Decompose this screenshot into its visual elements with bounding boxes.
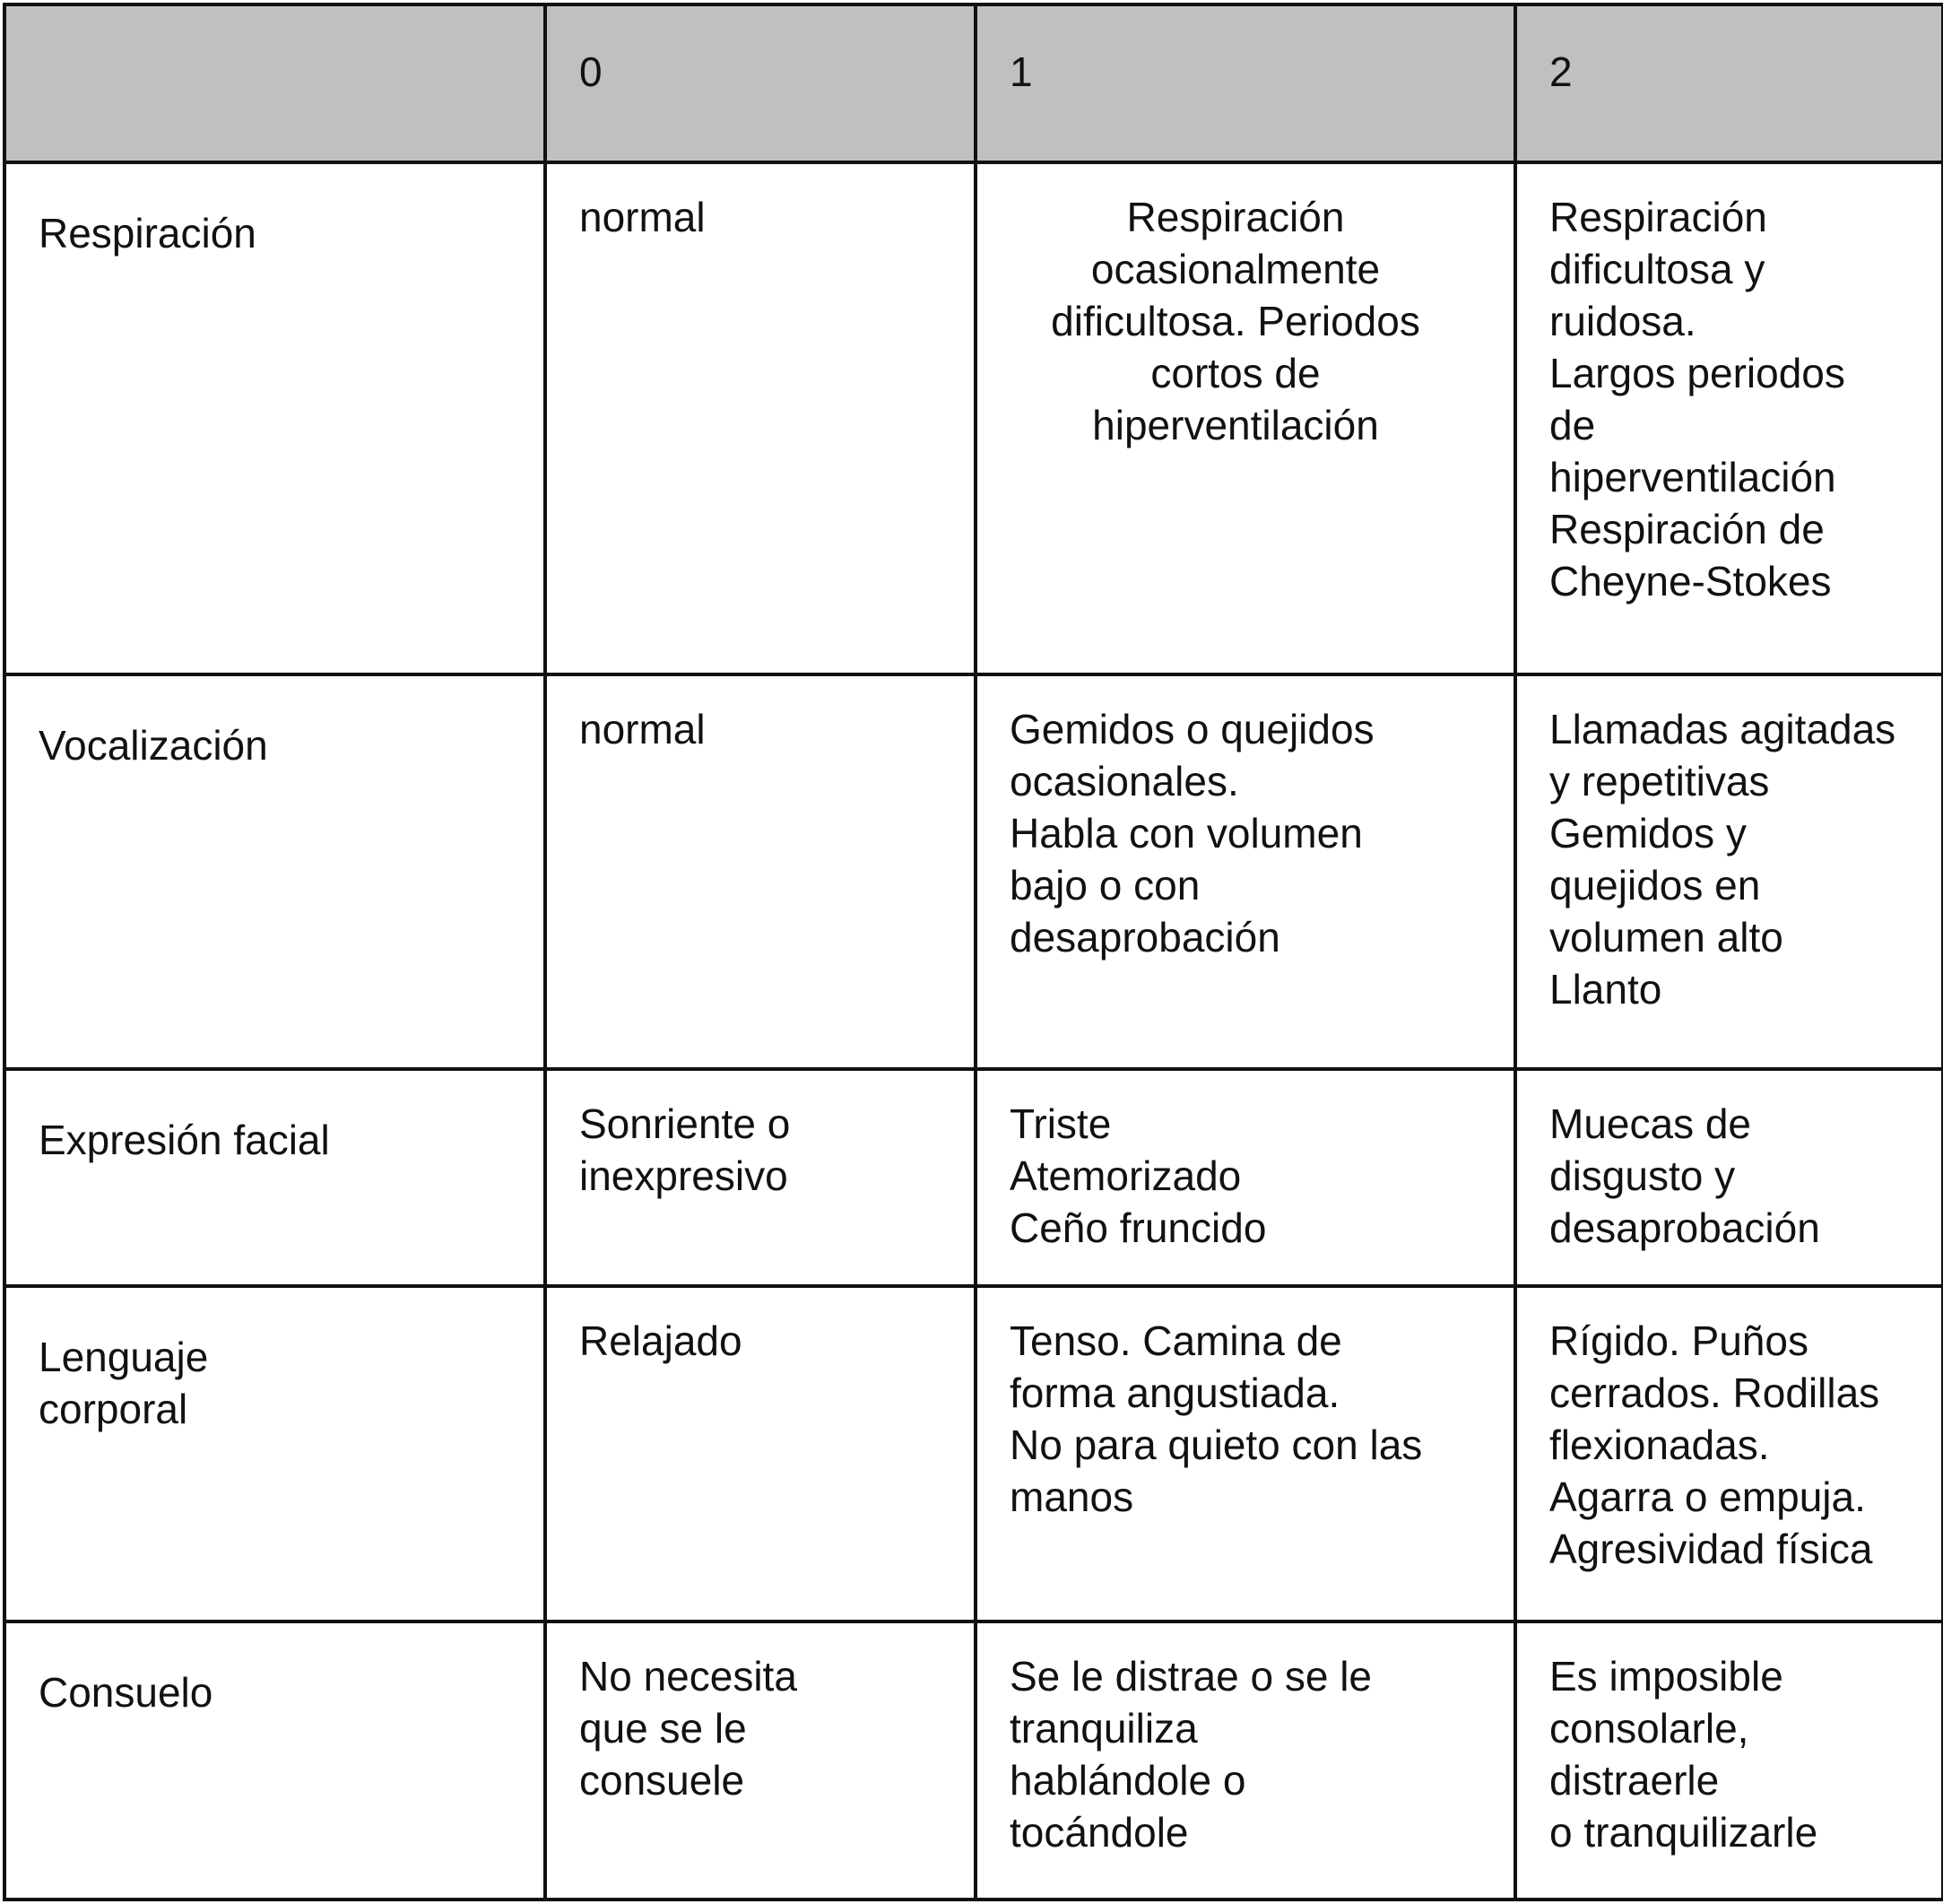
cell-respiracion-score-2 [1515,162,1943,674]
cell-line: tranquiliza [1010,1705,1198,1752]
cell-line: hiperventilación [1092,402,1379,448]
cell-line: Gemidos o quejidos [1010,706,1375,752]
cell-line: Expresión facial [39,1117,330,1163]
table-row-expresion-facial [4,1069,1943,1286]
cell-line: Lenguaje [39,1334,209,1380]
header-row [4,4,1943,162]
cell-lenguaje-corporal-score-0 [545,1286,976,1621]
cell-line: manos [1010,1474,1134,1520]
cell-line: ocasionales. [1010,758,1239,804]
row-label-respiracion [4,162,545,674]
cell-line: corporal [39,1386,188,1432]
cell-line: tocándole [1010,1809,1189,1856]
cell-line: dificultosa. Periodos [1051,298,1420,344]
cell-expresion-facial-score-1 [976,1069,1515,1286]
cell-line: Muecas de [1549,1100,1752,1147]
cell-line: cortos de [1150,350,1321,396]
cell-line: Vocalización [39,722,268,769]
cell-line: forma angustiada. [1010,1369,1340,1416]
cell-line: consolarle, [1549,1705,1749,1752]
cell-line: dificultosa y [1549,246,1765,292]
cell-line: Cheyne-Stokes [1549,558,1832,604]
cell-line: Respiración de [1549,506,1825,552]
cell-line: normal [579,194,706,240]
cell-line: Largos periodos [1549,350,1845,396]
table-row-respiracion [4,162,1943,674]
cell-line: Relajado [579,1317,742,1364]
cell-line: hablándole o [1010,1757,1246,1804]
cell-line: Consuelo [39,1669,213,1716]
table-row-vocalizacion [4,674,1943,1069]
cell-line: Respiración [39,210,256,256]
cell-line: disgusto y [1549,1152,1736,1199]
cell-line: flexionadas. [1549,1421,1770,1468]
cell-line: No para quieto con las [1010,1421,1423,1468]
cell-line: cerrados. Rodillas [1549,1369,1880,1416]
cell-respiracion-score-1 [976,162,1515,674]
cell-line: Agresividad física [1549,1526,1873,1572]
cell-expresion-facial-score-0 [545,1069,976,1286]
cell-consuelo-score-1 [976,1621,1515,1900]
cell-line: Gemidos y [1549,810,1747,856]
cell-respiracion-score-0 [545,162,976,674]
cell-line: distraerle [1549,1757,1720,1804]
row-label-expresion-facial [4,1069,545,1286]
cell-expresion-facial-score-2 [1515,1069,1943,1286]
cell-lenguaje-corporal-score-2 [1515,1286,1943,1621]
table-row-lenguaje-corporal [4,1286,1943,1621]
row-label-consuelo [4,1621,545,1900]
cell-line: Habla con volumen [1010,810,1363,856]
cell-line: quejidos en [1549,862,1761,909]
cell-line: ocasionalmente [1090,246,1381,292]
cell-line: Es imposible [1549,1653,1783,1700]
header-cell-empty [4,4,545,162]
cell-vocalizacion-score-2 [1515,674,1943,1069]
cell-line: Triste [1010,1100,1112,1147]
cell-line: ruidosa. [1549,298,1696,344]
row-label-vocalizacion [4,674,545,1069]
pain-assessment-table [3,3,1943,1901]
cell-line: y repetitivas [1549,758,1770,804]
row-label-lenguaje-corporal [4,1286,545,1621]
cell-line: Agarra o empuja. [1549,1474,1866,1520]
cell-line: Respiración [1549,194,1767,240]
cell-line: Llamadas agitadas [1549,706,1896,752]
cell-line: bajo o con [1010,862,1201,909]
cell-consuelo-score-0 [545,1621,976,1900]
cell-line: Respiración [1126,194,1345,240]
table-row-consuelo [4,1621,1943,1900]
header-cell-score-0: 0 [545,4,976,162]
cell-line: Rígido. Puños [1549,1317,1809,1364]
cell-lenguaje-corporal-score-1 [976,1286,1515,1621]
cell-line: Tenso. Camina de [1010,1317,1342,1364]
cell-line: Llanto [1549,966,1662,1013]
cell-line: Sonriente o [579,1100,791,1147]
cell-line: o tranquilizarle [1549,1809,1818,1856]
cell-line: volumen alto [1549,914,1783,961]
cell-vocalizacion-score-1 [976,674,1515,1069]
cell-line: de [1549,402,1596,448]
header-cell-score-1: 1 [976,4,1515,162]
cell-line: No necesita [579,1653,797,1700]
header-cell-score-2: 2 [1515,4,1943,162]
cell-vocalizacion-score-0 [545,674,976,1069]
cell-line: desaprobación [1549,1204,1820,1251]
cell-line: desaprobación [1010,914,1280,961]
cell-line: inexpresivo [579,1152,788,1199]
cell-line: hiperventilación [1549,454,1836,500]
cell-line: Se le distrae o se le [1010,1653,1373,1700]
cell-line: que se le [579,1705,747,1752]
cell-line: Ceño fruncido [1010,1204,1267,1251]
cell-line: Atemorizado [1010,1152,1242,1199]
cell-line: normal [579,706,706,752]
cell-consuelo-score-2 [1515,1621,1943,1900]
cell-line: consuele [579,1757,745,1804]
